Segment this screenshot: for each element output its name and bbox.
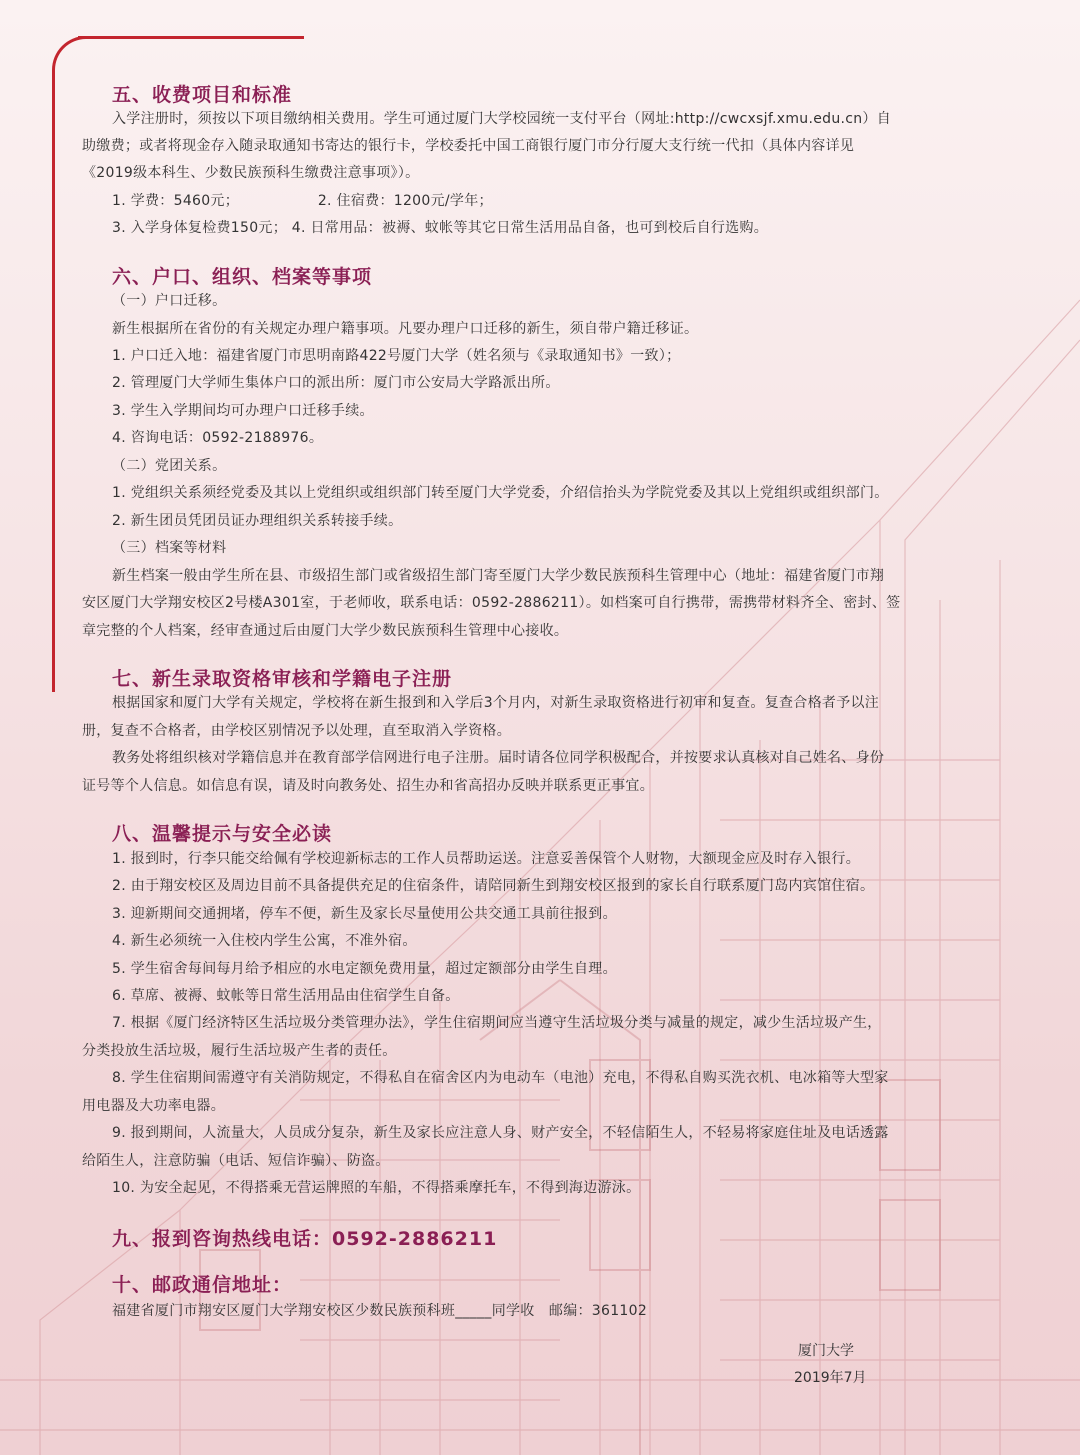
section-5-line: 1. 学费：5460元； 2. 住宿费：1200元/学年；	[112, 193, 493, 209]
section-8-line: 7. 根据《厦门经济特区生活垃圾分类管理办法》，学生住宿期间应当遵守生活垃圾分类与减量的规定，减少生活垃圾产生，	[112, 1015, 882, 1031]
section-8-line: 用电器及大功率电器。	[82, 1098, 225, 1114]
frame-corner-arc	[52, 36, 92, 76]
section-6-line: 章完整的个人档案，经审查通过后由厦门大学少数民族预科生管理中心接收。	[82, 623, 569, 639]
section-6-line: （二）党团关系。	[112, 458, 227, 474]
section-8-line: 8. 学生住宿期间需遵守有关消防规定，不得私自在宿舍区内为电动车（电池）充电，不得私自购买洗衣机、电冰箱等大型家	[112, 1070, 889, 1086]
section-8-line: 给陌生人，注意防骗（电话、短信诈骗）、防盗。	[82, 1153, 390, 1169]
section-7-line: 教务处将组织核对学籍信息并在教育部学信网进行电子注册。届时请各位同学积极配合，并按要求认真核对自己姓名、身份	[112, 750, 885, 766]
section-8-line: 10. 为安全起见，不得搭乘无营运牌照的车船，不得搭乘摩托车，不得到海边游泳。	[112, 1180, 641, 1196]
section-8-line: 3. 迎新期间交通拥堵，停车不便，新生及家长尽量使用公共交通工具前往报到。	[112, 906, 617, 922]
signature-date: 2019年7月	[794, 1370, 867, 1386]
section-8-line: 2. 由于翔安校区及周边目前不具备提供充足的住宿条件，请陪同新生到翔安校区报到的家长自行联系厦门岛内宾馆住宿。	[112, 878, 875, 894]
section-10-title: 十、邮政通信地址：	[112, 1274, 293, 1296]
section-6-line: 2. 管理厦门大学师生集体户口的派出所：厦门市公安局大学路派出所。	[112, 375, 560, 391]
section-6-line: 3. 学生入学期间均可办理户口迁移手续。	[112, 403, 374, 419]
mailing-address: 福建省厦门市翔安区厦门大学翔安校区少数民族预科班_____同学收 邮编：361102	[112, 1303, 648, 1319]
section-8-line: 5. 学生宿舍每间每月给予相应的水电定额免费用量，超过定额部分由学生自理。	[112, 961, 617, 977]
section-8-line: 4. 新生必须统一入住校内学生公寓，不准外宿。	[112, 933, 417, 949]
section-6-line: 2. 新生团员凭团员证办理组织关系转接手续。	[112, 513, 403, 529]
section-5-title: 五、收费项目和标准	[112, 84, 293, 106]
section-8-line: 9. 报到期间，人流量大，人员成分复杂，新生及家长应注意人身、财产安全，不轻信陌生人，不轻易将家庭住址及电话透露	[112, 1125, 889, 1141]
signature-org: 厦门大学	[798, 1343, 854, 1359]
section-5-line: 3. 入学身体复检费150元； 4. 日常用品：被褥、蚊帐等其它日常生活用品自备，也可到校后自行选购。	[112, 220, 769, 236]
section-8-line: 1. 报到时，行李只能交给佩有学校迎新标志的工作人员帮助运送。注意妥善保管个人财物，大额现金应及时存入银行。	[112, 851, 861, 867]
section-6-line: （三）档案等材料	[112, 540, 227, 556]
section-7-line: 册，复查不合格者，由学校区别情况予以处理，直至取消入学资格。	[82, 723, 511, 739]
section-8-title: 八、温馨提示与安全必读	[112, 823, 333, 845]
section-5-line: 《2019级本科生、少数民族预科生缴费注意事项》）。	[82, 165, 420, 181]
section-6-line: 4. 咨询电话：0592-2188976。	[112, 430, 324, 446]
section-5-line: 入学注册时，须按以下项目缴纳相关费用。学生可通过厦门大学校园统一支付平台（网址:http://cwcxsjf.xmu.edu.cn）自	[112, 111, 892, 127]
section-6-line: 新生根据所在省份的有关规定办理户籍事项。凡要办理户口迁移的新生，须自带户籍迁移证。	[112, 321, 699, 337]
section-6-line: （一）户口迁移。	[112, 293, 227, 309]
section-6-title: 六、户口、组织、档案等事项	[112, 266, 373, 288]
section-9-title: 九、报到咨询热线电话：0592-2886211	[112, 1228, 498, 1250]
section-6-line: 1. 户口迁入地：福建省厦门市思明南路422号厦门大学（姓名须与《录取通知书》一致）；	[112, 348, 681, 364]
section-7-title: 七、新生录取资格审核和学籍电子注册	[112, 668, 453, 690]
section-8-line: 6. 草席、被褥、蚊帐等日常生活用品由住宿学生自备。	[112, 988, 460, 1004]
section-6-line: 新生档案一般由学生所在县、市级招生部门或省级招生部门寄至厦门大学少数民族预科生管理中心（地址：福建省厦门市翔	[112, 568, 885, 584]
section-8-line: 分类投放生活垃圾，履行生活垃圾产生者的责任。	[82, 1043, 397, 1059]
section-7-line: 根据国家和厦门大学有关规定，学校将在新生报到和入学后3个月内，对新生录取资格进行初审和复查。复查合格者予以注	[112, 695, 880, 711]
section-5-line: 助缴费；或者将现金存入随录取通知书寄达的银行卡，学校委托中国工商银行厦门市分行厦大支行统一代扣（具体内容详见	[82, 138, 855, 154]
section-7-line: 证号等个人信息。如信息有误，请及时向教务处、招生办和省高招办反映并联系更正事宜。	[82, 778, 654, 794]
section-6-line: 1. 党组织关系须经党委及其以上党组织或组织部门转至厦门大学党委，介绍信抬头为学院党委及其以上党组织或组织部门。	[112, 485, 889, 501]
section-6-line: 安区厦门大学翔安校区2号楼A301室，于老师收，联系电话：0592-2886211）。如档案可自行携带，需携带材料齐全、密封、签	[82, 595, 901, 611]
frame-top-line	[78, 36, 304, 39]
frame-left-line	[52, 70, 55, 692]
